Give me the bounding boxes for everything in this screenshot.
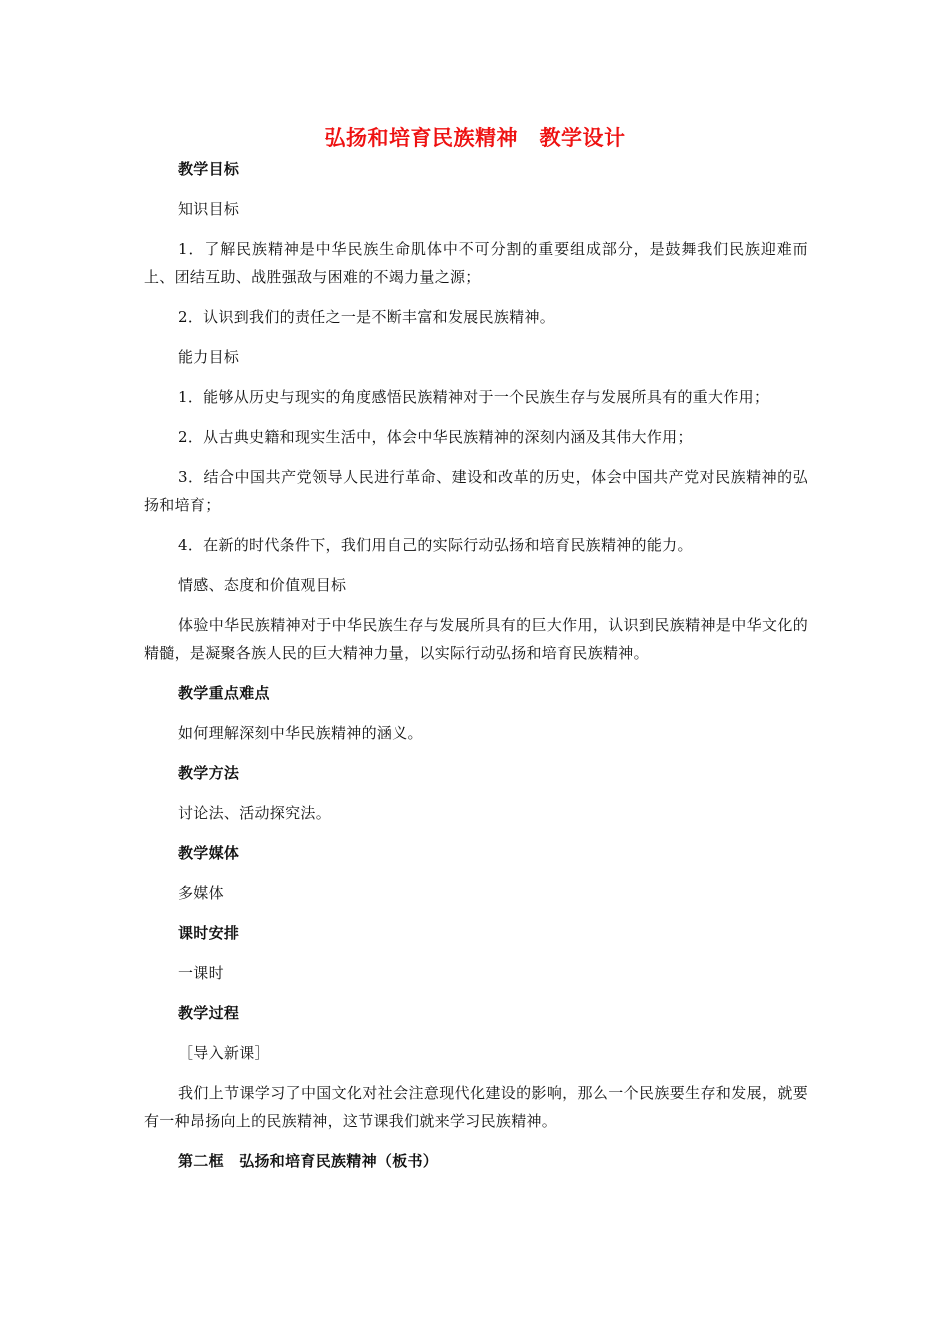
section-heading-key-points: 教学重点难点	[178, 684, 270, 702]
document-title: 弘扬和培育民族精神 教学设计	[324, 126, 626, 150]
paragraph-teaching-media: 多媒体	[178, 884, 224, 902]
document-body	[144, 155, 808, 1175]
section-heading-teaching-media: 教学媒体	[178, 844, 240, 862]
paragraph-schedule: 一课时	[178, 964, 224, 982]
paragraph-emotion: 体验中华民族精神对于中华民族生存与发展所具有的巨大作用，认识到民族精神是中华文化的精髓，是凝聚各族人民的巨大精神力量，以实际行动弘扬和培育民族精神。	[144, 616, 808, 662]
paragraph-intro: 我们上节课学习了中国文化对社会注意现代化建设的影响，那么一个民族要生存和发展，就要有一种昂扬向上的民族精神，这节课我们就来学习民族精神。	[144, 1084, 808, 1130]
paragraph-ability-2: 2．从古典史籍和现实生活中，体会中华民族精神的深刻内涵及其伟大作用；	[178, 428, 693, 446]
paragraph-intro-label: ［导入新课］	[178, 1044, 270, 1062]
section-heading-teaching-goals: 教学目标	[178, 160, 240, 178]
subheading-knowledge-goals: 知识目标	[178, 200, 240, 218]
paragraph-ability-1: 1．能够从历史与现实的角度感悟民族精神对于一个民族生存与发展所具有的重大作用；	[178, 388, 770, 406]
section-heading-second-frame: 第二框 弘扬和培育民族精神（板书）	[178, 1152, 439, 1170]
paragraph-teaching-methods: 讨论法、活动探究法。	[178, 804, 332, 822]
paragraph-knowledge-2: 2．认识到我们的责任之一是不断丰富和发展民族精神。	[178, 308, 556, 326]
section-heading-teaching-process: 教学过程	[178, 1004, 240, 1022]
paragraph-ability-3: 3．结合中国共产党领导人民进行革命、建设和改革的历史，体会中国共产党对民族精神的弘扬和培育；	[144, 468, 808, 514]
subheading-ability-goals: 能力目标	[178, 348, 240, 366]
section-heading-schedule: 课时安排	[178, 924, 240, 942]
subheading-emotion-goals: 情感、态度和价值观目标	[178, 576, 347, 594]
paragraph-ability-4: 4．在新的时代条件下，我们用自己的实际行动弘扬和培育民族精神的能力。	[178, 536, 693, 554]
section-heading-teaching-methods: 教学方法	[178, 764, 240, 782]
paragraph-knowledge-1: 1．了解民族精神是中华民族生命肌体中不可分割的重要组成部分，是鼓舞我们民族迎难而上、团结互助、战胜强敌与困难的不竭力量之源；	[144, 240, 808, 286]
paragraph-key-points: 如何理解深刻中华民族精神的涵义。	[178, 724, 423, 742]
